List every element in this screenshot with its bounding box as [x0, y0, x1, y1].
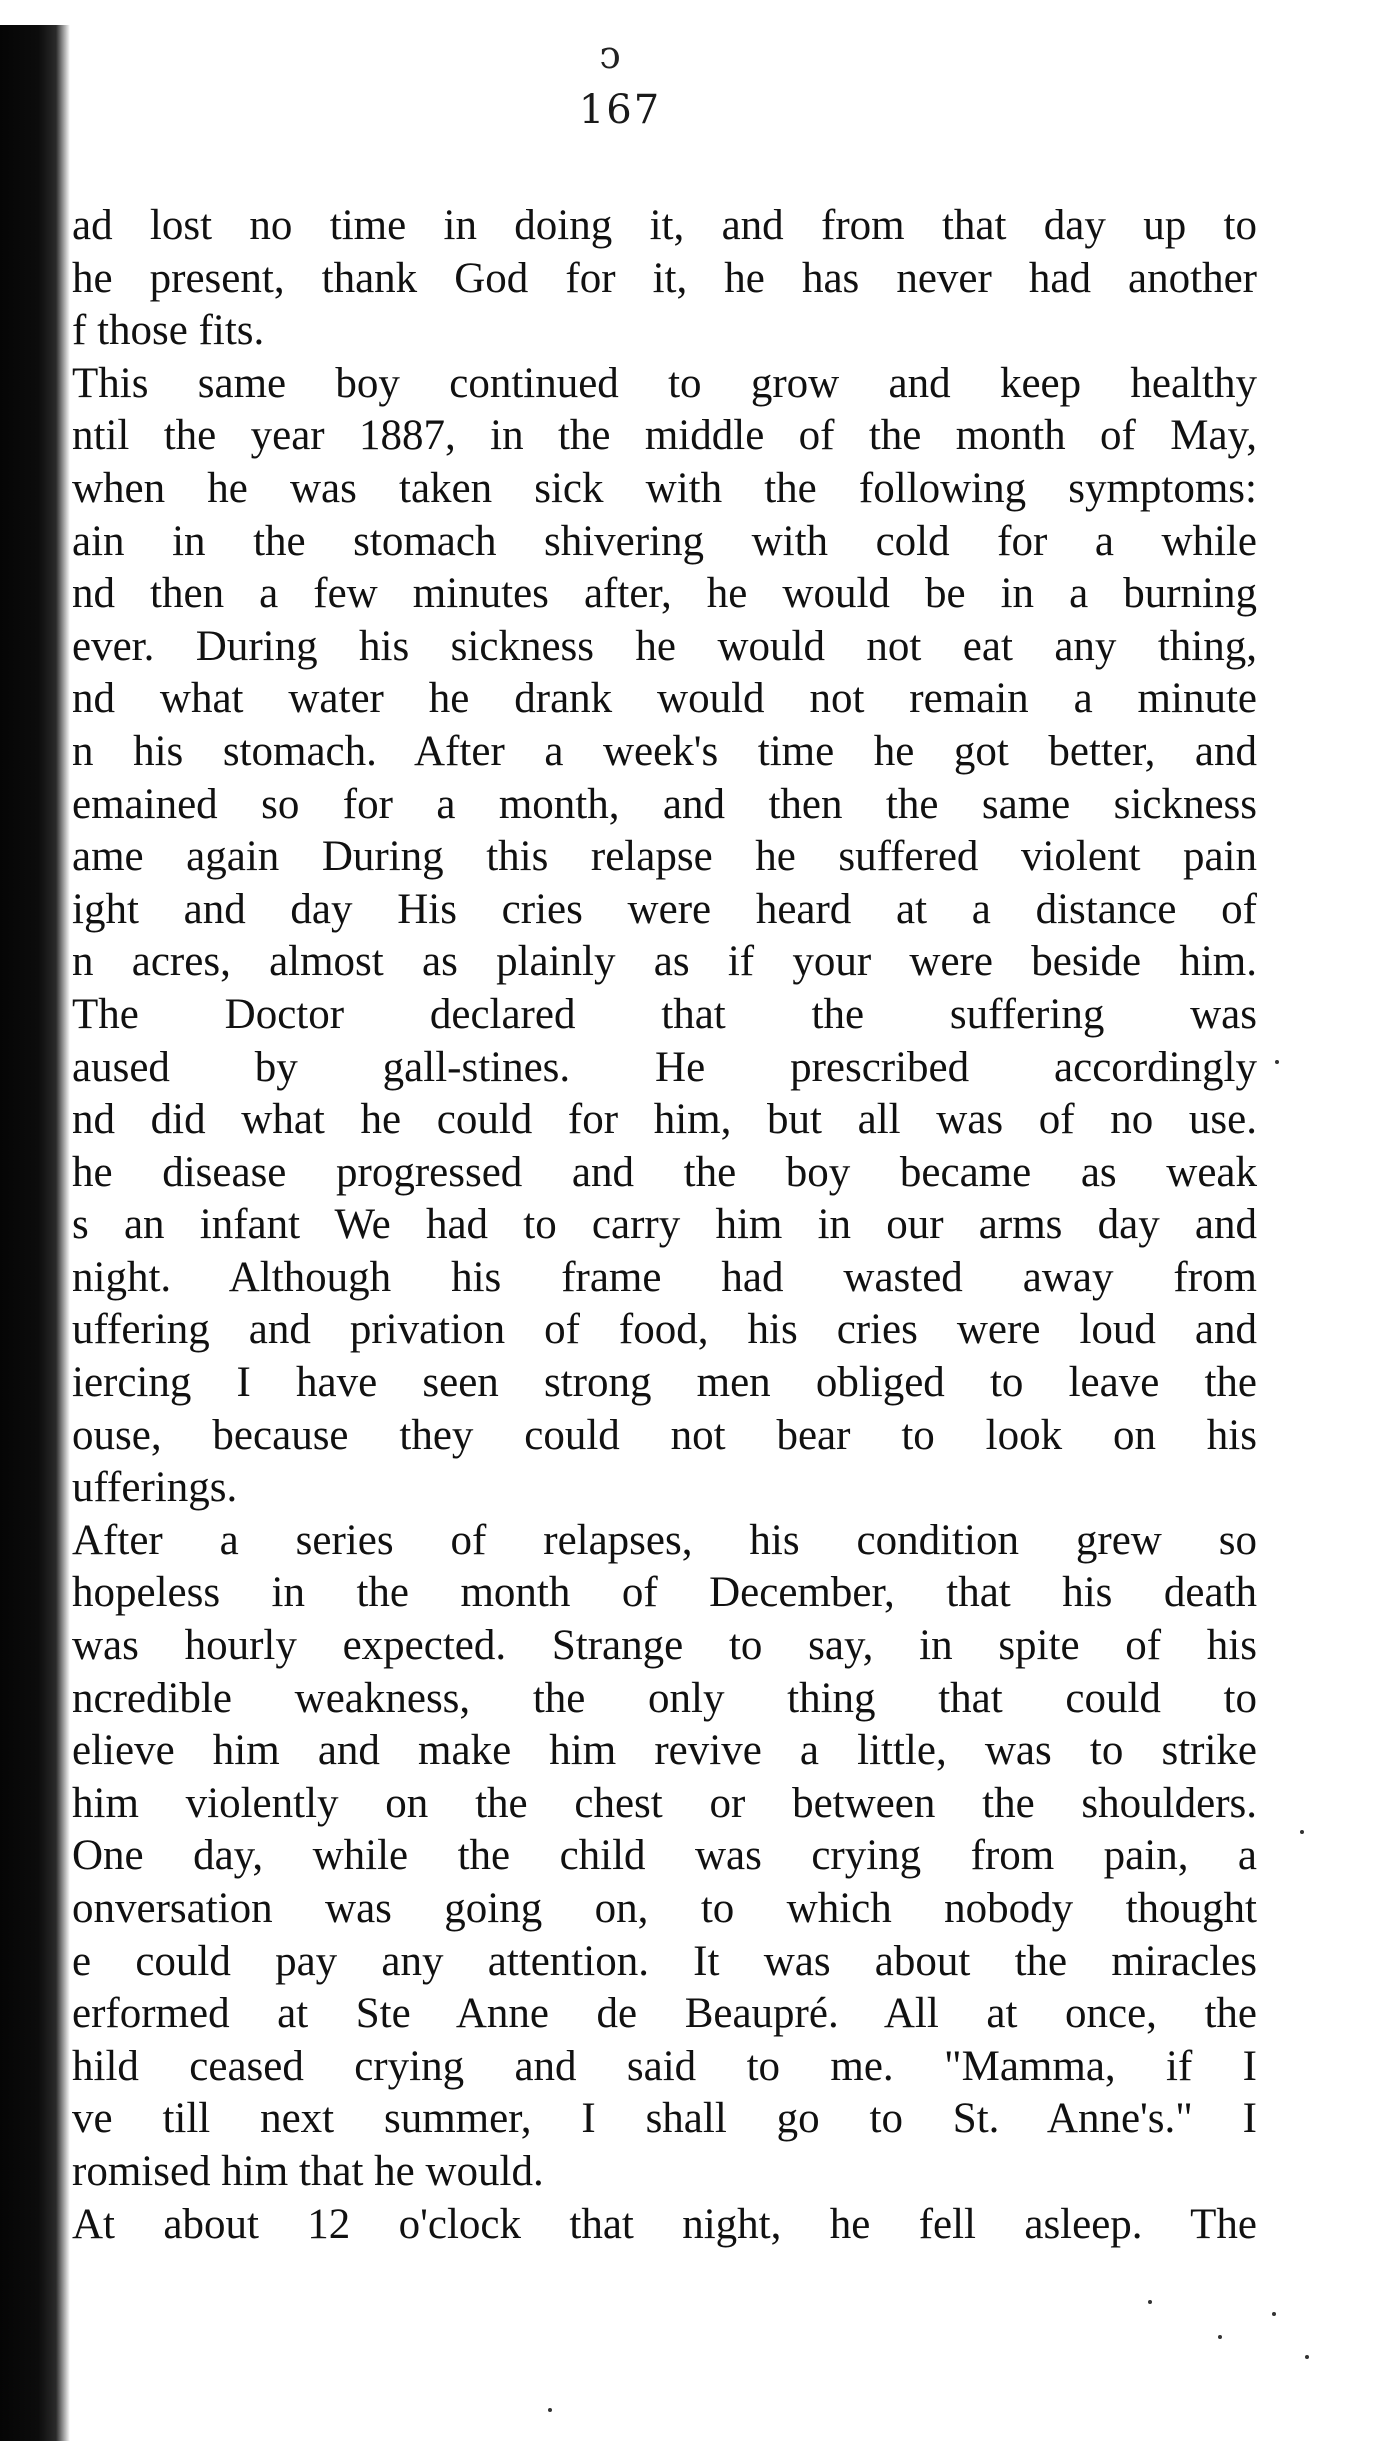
ink-speck — [1275, 1060, 1279, 1064]
ink-speck — [1148, 2300, 1152, 2304]
text-line: elieve him and make him revive a little, was to strike — [72, 1727, 1257, 1775]
text-line: ve till next summer, I shall go to St. Anne's." I — [72, 2095, 1257, 2143]
text-line: ame again During this relapse he suffered violent pain — [72, 833, 1257, 881]
text-line: uffering and privation of food, his cries were loud and — [72, 1306, 1257, 1354]
text-line: nd then a few minutes after, he would be in a burning — [72, 570, 1257, 618]
text-line: iercing I have seen strong men obliged to leave the — [72, 1359, 1257, 1407]
text-line: hild ceased crying and said to me. "Mamma, if I — [72, 2042, 1257, 2090]
text-line: he disease progressed and the boy became as weak — [72, 1148, 1257, 1196]
text-line: f those fits. — [72, 307, 265, 355]
body-text — [72, 200, 1257, 2251]
page-number: 167 — [578, 87, 662, 133]
text-line: n acres, almost as plainly as if your were beside him. — [72, 938, 1257, 986]
text-line: onversation was going on, to which nobody thought — [72, 1885, 1257, 1932]
text-line: At about 12 o'clock that night, he fell asleep. The — [72, 2200, 1257, 2248]
text-line: This same boy continued to grow and keep healthy — [72, 359, 1257, 407]
text-line: ad lost no time in doing it, and from that day up to — [72, 202, 1257, 249]
page-binding-edge — [0, 25, 70, 2441]
text-line: ever. During his sickness he would not eat any thing, — [72, 622, 1257, 670]
ink-speck — [1305, 2355, 1309, 2359]
ink-speck — [1272, 2312, 1276, 2316]
text-line: After a series of relapses, his condition grew so — [72, 1516, 1257, 1564]
text-line: ouse, because they could not bear to look on his — [72, 1411, 1257, 1459]
text-line: One day, while the child was crying from pain, a — [72, 1832, 1257, 1880]
text-line: hopeless in the month of December, that his death — [72, 1569, 1257, 1617]
text-line: when he was taken sick with the following symptoms: — [72, 464, 1257, 512]
text-line: romised him that he would. — [72, 2147, 544, 2195]
text-line: night. Although his frame had wasted away from — [72, 1253, 1257, 1301]
ink-speck — [548, 2408, 552, 2412]
text-line: n his stomach. After a week's time he got better, and — [72, 727, 1257, 775]
text-line: ain in the stomach shivering with cold for a while — [72, 517, 1257, 565]
text-line: ncredible weakness, the only thing that could to — [72, 1674, 1257, 1722]
text-line: ight and day His cries were heard at a distance of — [72, 885, 1257, 933]
text-line: aused by gall-stines. He prescribed accordingly — [72, 1043, 1257, 1091]
text-line: ufferings. — [72, 1464, 238, 1512]
text-line: nd did what he could for him, but all was of no use. — [72, 1096, 1257, 1144]
text-line: him violently on the chest or between the shoulders. — [72, 1779, 1257, 1827]
text-line: ntil the year 1887, in the middle of the month of May, — [72, 412, 1257, 460]
text-line: he present, thank God for it, he has never had another — [72, 254, 1257, 302]
text-line: was hourly expected. Strange to say, in spite of his — [72, 1622, 1257, 1670]
text-line: erformed at Ste Anne de Beaupré. All at once, the — [72, 1990, 1257, 2038]
ink-speck — [1300, 1830, 1304, 1834]
text-line: emained so for a month, and then the same sickness — [72, 780, 1257, 828]
top-ink-mark: ↄ — [599, 33, 621, 77]
text-line: s an infant We had to carry him in our arms day and — [72, 1201, 1257, 1249]
ink-speck — [1218, 2335, 1222, 2339]
text-line: The Doctor declared that the suffering was — [72, 990, 1257, 1038]
text-line: e could pay any attention. It was about the miracles — [72, 1937, 1257, 1985]
text-line: nd what water he drank would not remain a minute — [72, 675, 1257, 723]
